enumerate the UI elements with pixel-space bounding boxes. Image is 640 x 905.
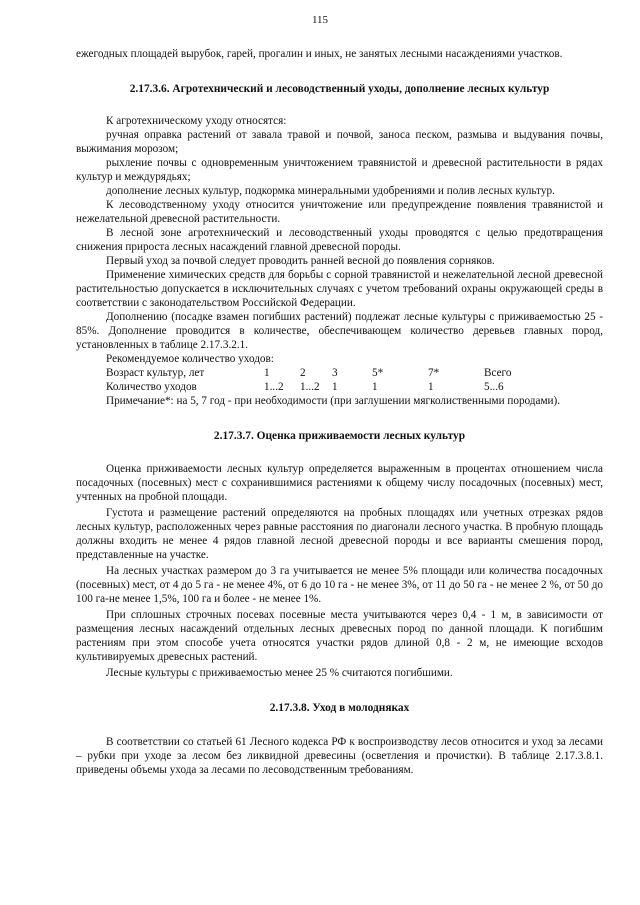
table-cell: 5* (372, 367, 384, 379)
paragraph: Густота и размещение растений определяются на пробных площадях или учетных отрезках рядов лесных культур, расположенных через равные расстояния по диагонали лесного участка. В пробную площадь должны входить не менее 4 рядов главной лесной древесной породы и все варианты смешения пород, представленные на участке. (76, 507, 603, 561)
table-cell: 1 (372, 381, 378, 393)
paragraph: рыхление почвы с одновременным уничтожением травянистой и древесной растительности в рядах культур и междурядьях; (76, 157, 603, 183)
table-cell: 1 (332, 381, 338, 393)
table-cell: 1...2 (264, 381, 284, 393)
table-row-label: Количество уходов (106, 381, 197, 393)
page-number: 115 (311, 14, 329, 26)
paragraph: Оценка приживаемости лесных культур определяется выраженным в процентах отношением числа посадочных (посевных) мест с сохранившимися растениями к общему числу посадочных (посевных) мест, учтенных на пробной площади. (76, 463, 603, 503)
paragraph: В соответствии со статьей 61 Лесного кодекса РФ к воспроизводству лесов относится и уход за лесами – рубки при уходе за лесом без ликвидной древесины (осветления и прочистки). В таблице 2.17.3.8.1. приведены объемы ухода за лесами по лесоводственным требованиям. (76, 736, 603, 776)
table-row (106, 366, 524, 380)
paragraph: Первый уход за почвой следует проводить ранней весной до появления сорняков. (106, 255, 495, 267)
paragraph: К лесоводственному уходу относится уничтожение или предупреждение появления травянистой и нежелательной древесной растительности. (76, 199, 603, 225)
table-cell: 1...2 (300, 381, 320, 393)
page-body (76, 47, 603, 777)
table-cell: 1 (428, 381, 434, 393)
section-heading-2-17-3-7: 2.17.3.7. Оценка приживаемости лесных культур (213, 430, 466, 442)
table-cell: Всего (484, 367, 512, 379)
section-heading-2-17-3-6: 2.17.3.6. Агротехнический и лесоводственный уходы, дополнение лесных культур (129, 83, 550, 95)
section-heading-2-17-3-8: 2.17.3.8. Уход в молодняках (269, 702, 410, 714)
paragraph: При сплошных строчных посевах посевные места учитываются через 0,4 - 1 м, в зависимости от размещения лесных насаждений отдельных лесных древесных пород по данной площади. К погибшим растениям при этом способе учета относятся участки рядов длиной 0,8 - 2 м, не имеющие всходов культивируемых древесных растений. (76, 609, 603, 663)
paragraph: В лесной зоне агротехнический и лесоводственный уходы проводятся с целью предотвращения снижения прироста лесных насаждений главной древесной породы. (76, 227, 603, 253)
table-cell: 2 (300, 367, 306, 379)
paragraph: Лесные культуры с приживаемостью менее 25 % считаются погибшими. (106, 667, 453, 679)
table-cell: 3 (332, 367, 338, 379)
paragraph: Рекомендуемое количество уходов: (106, 353, 274, 365)
paragraph: дополнение лесных культур, подкормка минеральными удобрениями и полив лесных культур. (106, 185, 555, 197)
table-cell: 7* (428, 367, 440, 379)
table-cell: 5...6 (484, 381, 504, 393)
paragraph: ручная оправка растений от завала травой и почвой, заноса песком, размыва и выдувания почвы, выжимания морозом; (76, 129, 603, 155)
table-cell: 1 (264, 367, 270, 379)
paragraph: На лесных участках размером до 3 га учитывается не менее 5% площади или количества посадочных (посевных) мест, от 4 до 5 га - не менее 4%, от 6 до 10 га - не менее 3%, от 11 до 50 га - не менее 2 %, от 50 до 100 га-не менее 1,5%, 100 га и более - не менее 1%. (76, 565, 603, 605)
care-count-table (106, 366, 524, 394)
table-note: Примечание*: на 5, 7 год - при необходимости (при заглушении мягколиственными породами). (106, 395, 561, 407)
intro-paragraph: ежегодных площадей вырубок, гарей, прогалин и иных, не занятых лесными насаждениями участков. (76, 48, 563, 60)
paragraph: К агротехническому уходу относятся: (106, 115, 287, 127)
paragraph: Дополнению (посадке взамен погибших растений) подлежат лесные культуры с приживаемостью 25 - 85%. Дополнение проводится в количестве, обеспечивающем количество деревьев главных пород, установленных в таблице 2.17.3.2.1. (76, 311, 603, 351)
paragraph: Применение химических средств для борьбы с сорной травянистой и нежелательной лесной древесной растительностью допускается в исключительных случаях с учетом требований охраны окружающей среды в соответствии с законодательством Российской Федерации. (76, 269, 603, 309)
table-row (106, 380, 524, 394)
table-row-label: Возраст культур, лет (106, 367, 205, 379)
